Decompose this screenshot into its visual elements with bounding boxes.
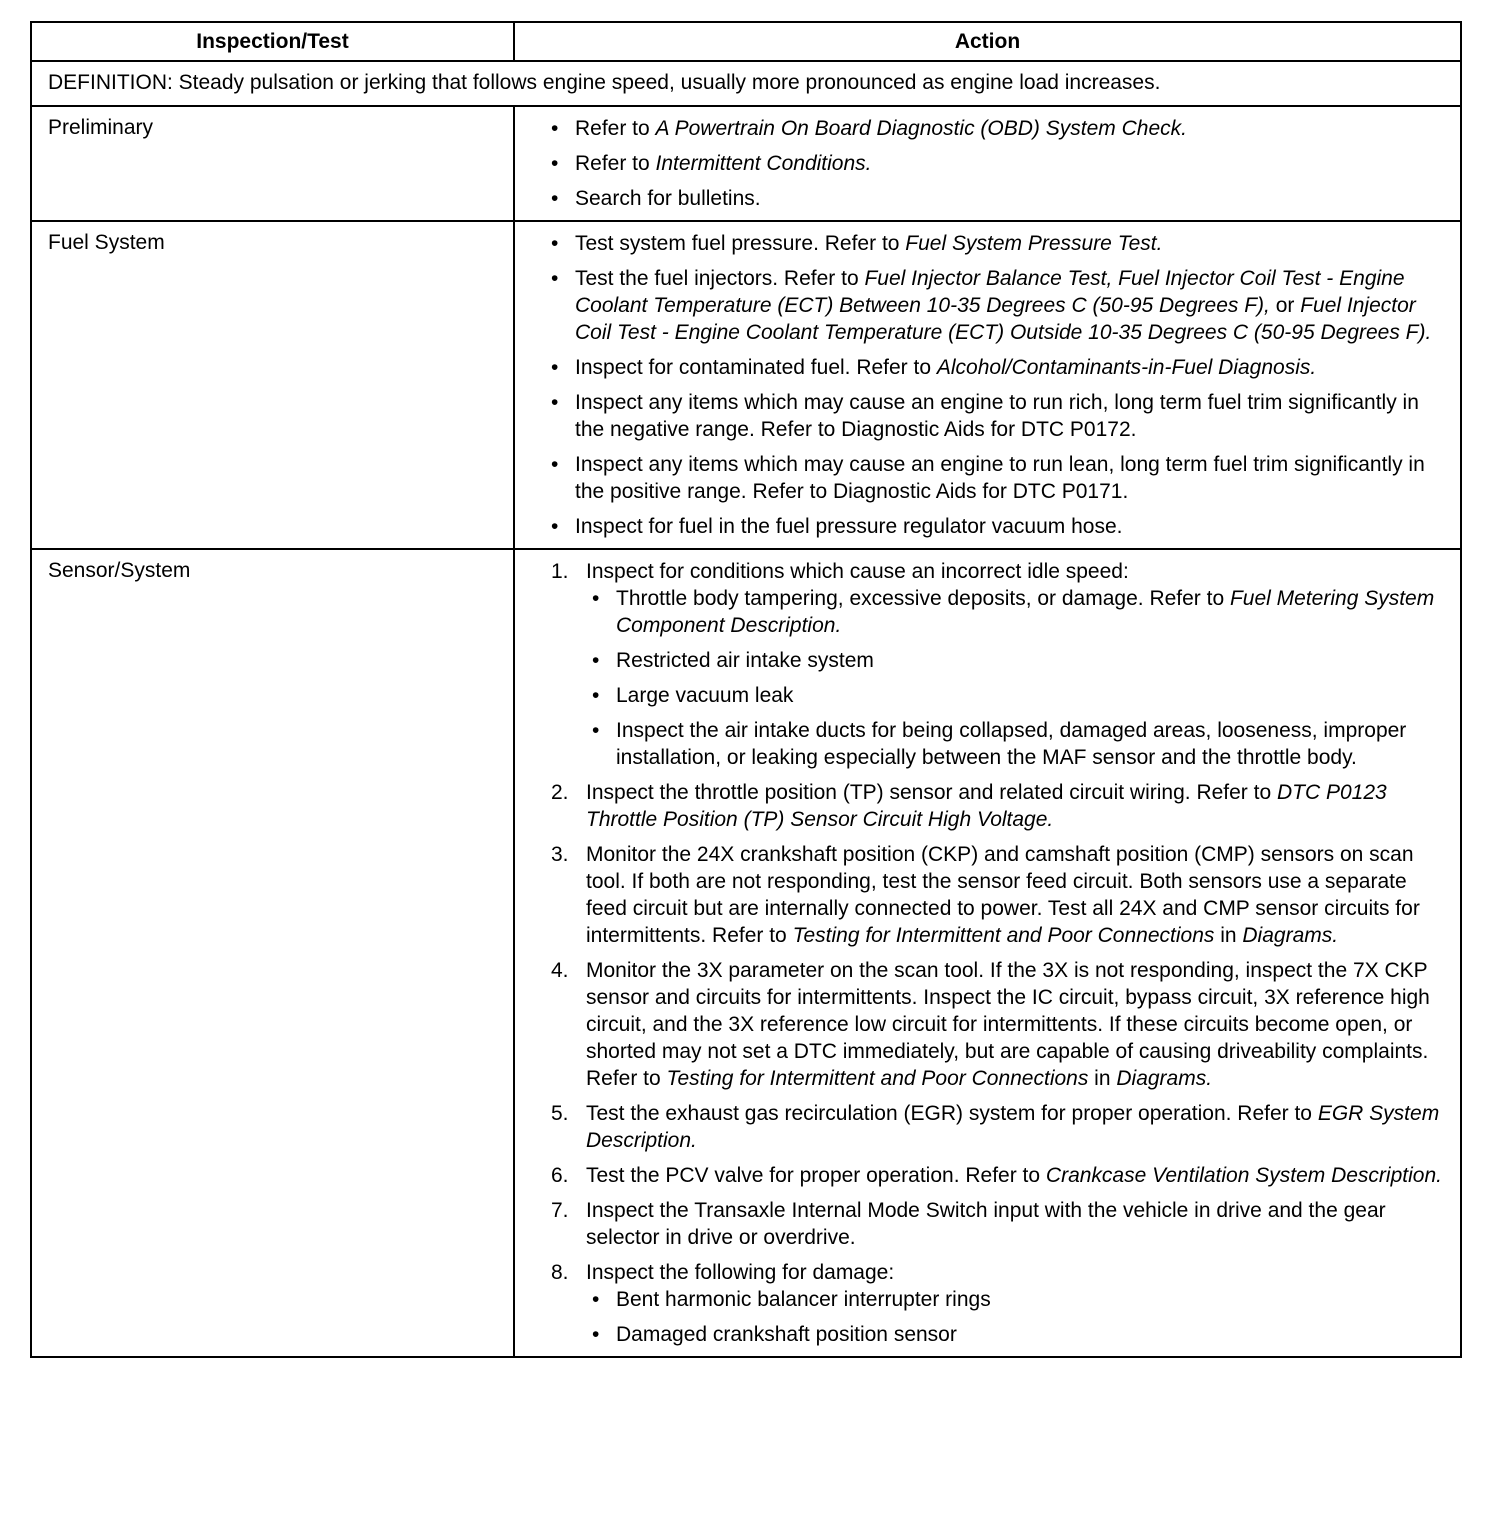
sub-bullet-list <box>586 585 1450 771</box>
reference-text: EGR System Description. <box>586 1102 1440 1152</box>
list-item <box>545 265 1450 346</box>
header-action: Action <box>514 22 1461 61</box>
body-text: Test the PCV valve for proper operation. Refer to <box>586 1164 1046 1187</box>
list-item <box>545 957 1450 1092</box>
action-cell <box>514 221 1461 549</box>
reference-text: Diagrams. <box>1242 924 1339 947</box>
reference-text: Alcohol/Contaminants-in-Fuel Diagnosis. <box>936 356 1317 379</box>
sub-list-item <box>586 1321 1450 1348</box>
sub-list-item <box>586 647 1450 674</box>
reference-text: Fuel System Pressure Test. <box>905 232 1163 255</box>
body-text: Bent harmonic balancer interrupter rings <box>616 1288 991 1311</box>
reference-text: Diagrams. <box>1116 1067 1213 1090</box>
bullet-list <box>545 230 1450 540</box>
table-row <box>31 106 1461 221</box>
body-text: Refer to <box>575 152 656 175</box>
list-item <box>545 389 1450 443</box>
list-item <box>545 1100 1450 1154</box>
inspection-label: Preliminary <box>31 106 514 221</box>
header-row <box>31 22 1461 61</box>
reference-text: Intermittent Conditions. <box>655 152 872 175</box>
body-text: Test the exhaust gas recirculation (EGR) system for proper operation. Refer to <box>586 1102 1318 1125</box>
sub-list-item <box>586 682 1450 709</box>
body-text: Inspect for contaminated fuel. Refer to <box>575 356 937 379</box>
body-text: Test the fuel injectors. Refer to <box>575 267 865 290</box>
definition-text: DEFINITION: Steady pulsation or jerking that follows engine speed, usually more pronounced as engine load increases. <box>31 61 1461 106</box>
diagnostic-table <box>30 21 1462 1358</box>
step-number: 6. <box>551 1164 569 1187</box>
bullet-list <box>545 115 1450 212</box>
body-text: Refer to <box>575 117 656 140</box>
body-text: Restricted air intake system <box>616 649 874 672</box>
body-text: Damaged crankshaft position sensor <box>616 1323 957 1346</box>
list-item <box>545 513 1450 540</box>
body-text: Test system fuel pressure. Refer to <box>575 232 906 255</box>
list-item <box>545 1259 1450 1348</box>
definition-row <box>31 61 1461 106</box>
reference-text: Fuel Injector Coil Test - Engine Coolant Temperature (ECT) Outside 10-35 Degrees C (50-95 Degrees F). <box>575 294 1432 344</box>
reference-text: Testing for Intermittent and Poor Connections <box>666 1067 1089 1090</box>
table-row <box>31 549 1461 1357</box>
reference-text: Fuel Metering System Component Description. <box>616 587 1435 637</box>
list-item <box>545 1162 1450 1189</box>
body-text: in <box>1214 924 1243 947</box>
body-text: or <box>1269 294 1301 317</box>
sub-list-item <box>586 585 1450 639</box>
reference-text: DTC P0123 Throttle Position (TP) Sensor Circuit High Voltage. <box>586 781 1387 831</box>
body-text: Inspect any items which may cause an engine to run rich, long term fuel trim significantly in the negative range. Refer to Diagnostic Aids for DTC P0172. <box>575 391 1419 441</box>
list-item <box>545 354 1450 381</box>
step-number: 3. <box>551 843 569 866</box>
sub-bullet-list <box>586 1286 1450 1348</box>
list-item <box>545 841 1450 949</box>
step-number: 5. <box>551 1102 569 1125</box>
body-text: Inspect the following for damage: <box>586 1261 895 1284</box>
list-item <box>545 115 1450 142</box>
body-text: Inspect for conditions which cause an incorrect idle speed: <box>586 560 1129 583</box>
step-number: 4. <box>551 959 569 982</box>
inspection-label: Fuel System <box>31 221 514 549</box>
body-text: Throttle body tampering, excessive deposits, or damage. Refer to <box>616 587 1230 610</box>
list-item <box>545 1197 1450 1251</box>
list-item <box>545 230 1450 257</box>
body-text: Search for bulletins. <box>575 187 761 210</box>
body-text: Inspect the Transaxle Internal Mode Switch input with the vehicle in drive and the gear selector in drive or overdrive. <box>586 1199 1386 1249</box>
reference-text: Crankcase Ventilation System Description. <box>1045 1164 1442 1187</box>
reference-text: Testing for Intermittent and Poor Connections <box>792 924 1215 947</box>
header-inspection-test: Inspection/Test <box>31 22 514 61</box>
body-text: Large vacuum leak <box>616 684 794 707</box>
step-number: 7. <box>551 1199 569 1222</box>
inspection-label: Sensor/System <box>31 549 514 1357</box>
numbered-list <box>545 558 1450 1348</box>
step-number: 1. <box>551 560 569 583</box>
body-text: Inspect the air intake ducts for being collapsed, damaged areas, looseness, improper installation, or leaking especially between the MAF sensor and the throttle body. <box>616 719 1407 769</box>
list-item <box>545 150 1450 177</box>
step-number: 2. <box>551 781 569 804</box>
action-cell <box>514 106 1461 221</box>
body-text: in <box>1088 1067 1117 1090</box>
action-cell <box>514 549 1461 1357</box>
list-item <box>545 451 1450 505</box>
step-number: 8. <box>551 1261 569 1284</box>
body-text: Inspect any items which may cause an engine to run lean, long term fuel trim significantly in the positive range. Refer to Diagnostic Aids for DTC P0171. <box>575 453 1425 503</box>
sub-list-item <box>586 1286 1450 1313</box>
body-text: Monitor the 24X crankshaft position (CKP) and camshaft position (CMP) sensors on scan tool. If both are not responding, test the sensor feed circuit. Both sensors use a separate feed circuit but are internally connected to power. Test all 24X and CMP sensor circuits for intermittents. Refer to <box>586 843 1420 947</box>
reference-text: Fuel Injector Balance Test, Fuel Injector Coil Test - Engine Coolant Temperature (ECT) Between 10-35 Degrees C (50-95 Degrees F), <box>575 267 1405 317</box>
body-text: Inspect for fuel in the fuel pressure regulator vacuum hose. <box>575 515 1123 538</box>
sub-list-item <box>586 717 1450 771</box>
body-text: Inspect the throttle position (TP) sensor and related circuit wiring. Refer to <box>586 781 1277 804</box>
reference-text: A Powertrain On Board Diagnostic (OBD) System Check. <box>655 117 1187 140</box>
body-text: Monitor the 3X parameter on the scan tool. If the 3X is not responding, inspect the 7X CKP sensor and circuits for intermittents. Inspect the IC circuit, bypass circuit, 3X reference high circuit, and the 3X reference low circuit for intermittents. If these circuits become open, or shorted may not set a DTC immediately, but are capable of causing driveability complaints. Refer to <box>586 959 1430 1090</box>
list-item <box>545 558 1450 771</box>
list-item <box>545 779 1450 833</box>
table-row <box>31 221 1461 549</box>
list-item <box>545 185 1450 212</box>
